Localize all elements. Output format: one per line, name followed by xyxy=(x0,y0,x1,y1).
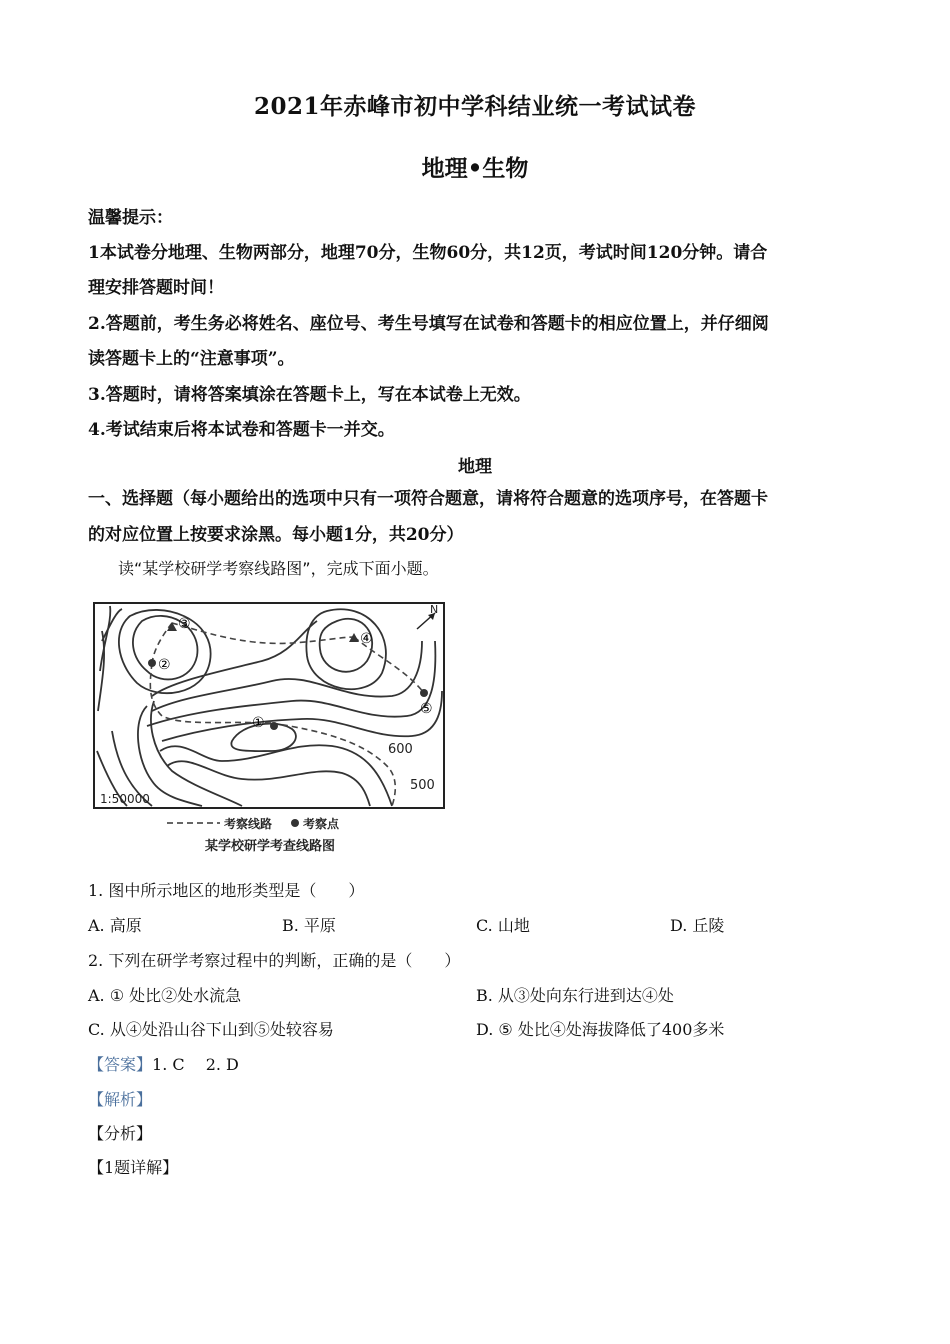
map-label-1: ① xyxy=(252,715,265,731)
tips-line-2b: 读答题卡上的“注意事项”。 xyxy=(88,349,295,369)
answer-line xyxy=(88,1052,239,1075)
q1-option-b: B. 平原 xyxy=(282,916,336,935)
exam-title: 2021年赤峰市初中学科结业统一考试试卷 xyxy=(253,93,696,120)
map-point-1-marker xyxy=(270,722,278,730)
q2-option-d: D. ⑤ 处比④处海拔降低了400多米 xyxy=(476,1020,725,1039)
contour-label-600: 600 xyxy=(388,742,413,757)
subject-heading: 地理 xyxy=(458,457,492,477)
map-scale: 1:50000 xyxy=(100,792,150,806)
tips-heading: 温馨提示： xyxy=(88,208,173,228)
q1-option-a: A. 高原 xyxy=(88,916,142,935)
tips-line-1a: 1本试卷分地理、生物两部分，地理70分，生物60分，共12页，考试时间120分钟。请合 xyxy=(88,243,768,263)
map-point-5-marker xyxy=(420,689,428,697)
contour-label-500: 500 xyxy=(410,778,435,793)
map-caption: 某学校研学考查线路图 xyxy=(204,839,336,854)
detail-1-label: 【1题详解】 xyxy=(88,1158,179,1177)
tips-line-3: 3.答题时，请将答案填涂在答题卡上，写在本试卷上无效。 xyxy=(88,385,531,405)
question-2-stem: 2. 下列在研学考察过程中的判断，正确的是（ ） xyxy=(88,951,461,970)
fenxi-label: 【分析】 xyxy=(88,1124,153,1143)
legend-point: 考察点 xyxy=(303,817,340,831)
map-point-2-marker xyxy=(148,659,156,667)
svg-text:N: N xyxy=(430,603,439,616)
map-label-3: ③ xyxy=(178,616,191,632)
answer-label: 【答案】 xyxy=(88,1055,153,1074)
legend-route: 考察线路 xyxy=(224,817,273,831)
analysis-label: 【解析】 xyxy=(88,1090,153,1109)
map-label-5: ⑤ xyxy=(420,701,433,717)
q2-option-b: B. 从③处向东行进到达④处 xyxy=(476,986,674,1005)
q2-option-c: C. 从④处沿山谷下山到⑤处较容易 xyxy=(88,1020,334,1039)
question-1-stem: 1. 图中所示地区的地形类型是（ ） xyxy=(88,881,365,900)
q1-option-d: D. 丘陵 xyxy=(670,916,725,935)
map-label-2: ② xyxy=(158,657,171,673)
tips-line-2a: 2.答题前，考生务必将姓名、座位号、考生号填写在试卷和答题卡的相应位置上，并仔细阅 xyxy=(88,314,769,334)
tips-line-4: 4.考试结束后将本试卷和答题卡一并交。 xyxy=(88,420,395,440)
q1-option-c: C. 山地 xyxy=(476,916,530,935)
tips-line-1b: 理安排答题时间！ xyxy=(88,278,224,298)
contour-map xyxy=(92,601,448,861)
answer-value: 1. C 2. D xyxy=(152,1055,239,1074)
q2-option-a: A. ① 处比②处水流急 xyxy=(88,986,242,1005)
map-legend xyxy=(167,816,340,831)
exam-subtitle: 地理•生物 xyxy=(421,155,529,182)
section-title-b: 的对应位置上按要求涂黑。每小题1分，共20分） xyxy=(88,525,464,545)
section-title-a: 一、选择题（每小题给出的选项中只有一项符合题意，请将符合题意的选项序号，在答题卡 xyxy=(88,489,768,509)
instruction-text: 读“某学校研学考察线路图”，完成下面小题。 xyxy=(118,559,439,578)
map-label-4: ④ xyxy=(360,631,373,647)
